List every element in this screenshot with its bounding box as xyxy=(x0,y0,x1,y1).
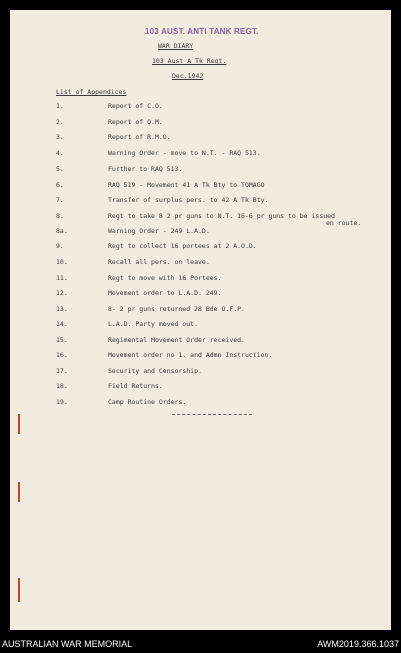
appendix-title: L.A.D. Party moved out. xyxy=(108,320,199,328)
appendix-number: 2. xyxy=(56,118,64,126)
appendix-title: Movement order no 1. and Admn Instruction. xyxy=(108,351,273,359)
appendix-title: Recall all pers. on leave. xyxy=(108,258,210,266)
appendix-number: 10. xyxy=(56,258,68,266)
binding-tag-middle xyxy=(18,482,20,502)
appendix-number: 3. xyxy=(56,133,64,141)
appendix-title: Regt to collect 16 portees at 2 A.O.D. xyxy=(108,242,257,250)
appendix-number: 1. xyxy=(56,102,64,110)
unit-stamp: 103 AUST. ANTI TANK REGT. xyxy=(145,27,259,36)
appendix-number: 15. xyxy=(56,336,68,344)
unit-name: 103 Aust A Tk Regt. xyxy=(152,57,227,65)
appendix-number: 13. xyxy=(56,305,68,313)
appendix-number: 9. xyxy=(56,242,64,250)
appendix-number: 17. xyxy=(56,367,68,375)
appendix-number: 18. xyxy=(56,382,68,390)
appendix-number: 11. xyxy=(56,274,68,282)
appendix-title: Field Returns. xyxy=(108,382,163,390)
appendix-title: Security and Censorship. xyxy=(108,367,202,375)
appendix-title: Transfer of surplus pers. to 42 A Tk Bty. xyxy=(108,196,269,204)
appendix-title: Regt to move with 16 Portees. xyxy=(108,274,222,282)
footer-accession: AWM2019.366.1037 xyxy=(317,639,399,649)
appendix-number: 8a. xyxy=(56,227,68,235)
appendix-number: 19. xyxy=(56,398,68,406)
diary-title: WAR DIARY xyxy=(158,42,194,50)
appendix-number: 14. xyxy=(56,320,68,328)
appendix-title: Warning Order - move to N.T. - RAQ 513. xyxy=(108,149,261,157)
appendix-number: 5. xyxy=(56,165,64,173)
list-heading: List of Appendices xyxy=(56,88,127,96)
binding-tag-bottom xyxy=(18,578,20,602)
appendix-number: 4. xyxy=(56,149,64,157)
appendix-title: RAQ 519 - Movement 41 A Tk Bty to TOMAGO xyxy=(108,181,265,189)
item8-note: en route. xyxy=(326,219,362,227)
diary-date: Dec.1942 xyxy=(172,72,204,80)
appendix-number: 8. xyxy=(56,212,64,220)
appendix-number: 7. xyxy=(56,196,64,204)
appendix-title: Camp Routine Orders. xyxy=(108,398,187,406)
appendix-title: Report of R.M.O. xyxy=(108,133,171,141)
appendix-title: 8- 2 pr guns returned 28 Bde O.F.P. xyxy=(108,305,245,313)
footer-source: AUSTRALIAN WAR MEMORIAL xyxy=(2,639,133,649)
appendix-title: Movement order to L.A.D. 249. xyxy=(108,289,222,297)
appendix-title: Warning Order - 249 L.A.D. xyxy=(108,227,210,235)
appendix-title: Further to RAQ 513. xyxy=(108,165,183,173)
appendix-title: Report of Q.M. xyxy=(108,118,163,126)
appendix-number: 6. xyxy=(56,181,64,189)
closing-divider xyxy=(172,414,252,415)
appendix-title: Report of C.O. xyxy=(108,102,163,110)
appendix-number: 12. xyxy=(56,289,68,297)
appendix-title: Regt to take 8 2 pr guns to N.T. 16-6 pr guns to be issued xyxy=(108,212,335,220)
appendix-title: Regimental Movement Order received. xyxy=(108,336,245,344)
appendix-number: 16. xyxy=(56,351,68,359)
binding-tag-top xyxy=(18,414,20,434)
